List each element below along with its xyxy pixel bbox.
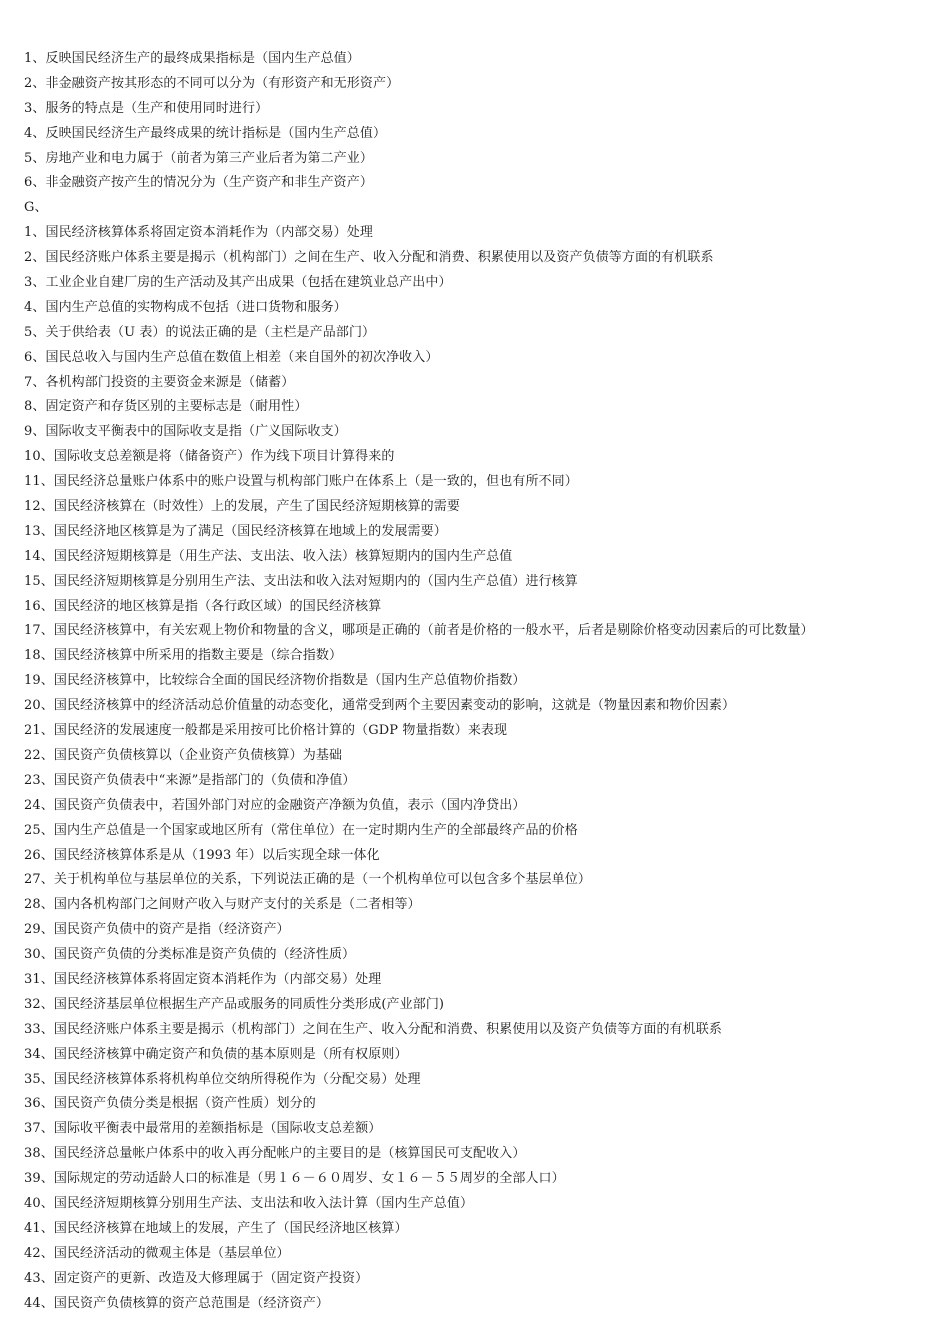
question-line: 33、国民经济账户体系主要是揭示（机构部门）之间在生产、收入分配和消费、积累使用以及资产负债等方面的有机联系: [24, 1021, 722, 1037]
question-line: 20、国民经济核算中的经济活动总价值量的动态变化，通常受到两个主要因素变动的影响，这就是（物量因素和物价因素）: [24, 698, 736, 714]
question-line: 12、国民经济核算在（时效性）上的发展，产生了国民经济短期核算的需要: [24, 499, 460, 515]
question-line: 13、国民经济地区核算是为了满足（国民经济核算在地域上的发展需要）: [24, 523, 447, 539]
question-line: 5、关于供给表（U 表）的说法正确的是（主栏是产品部门）: [24, 324, 376, 340]
question-line: 37、国际收平衡表中最常用的差额指标是（国际收支总差额）: [24, 1121, 382, 1137]
question-line: 25、国内生产总值是一个国家或地区所有（常住单位）在一定时期内生产的全部最终产品的价格: [24, 822, 578, 838]
question-line: 27、关于机构单位与基层单位的关系，下列说法正确的是（一个机构单位可以包含多个基层单位）: [24, 872, 591, 888]
question-line: 43、固定资产的更新、改造及大修理属于（固定资产投资）: [24, 1270, 369, 1286]
question-line: G、: [24, 200, 48, 216]
question-line: 2、国民经济账户体系主要是揭示（机构部门）之间在生产、收入分配和消费、积累使用以及资产负债等方面的有机联系: [24, 250, 714, 266]
question-line: 30、国民资产负债的分类标准是资产负债的（经济性质）: [24, 947, 356, 963]
question-line: 4、国内生产总值的实物构成不包括（进口货物和服务）: [24, 299, 347, 315]
question-line: 1、反映国民经济生产的最终成果指标是（国内生产总值）: [24, 51, 360, 66]
question-line: 29、国民资产负债中的资产是指（经济资产）: [24, 922, 290, 938]
question-line: 15、国民经济短期核算是分别用生产法、支出法和收入法对短期内的（国内生产总值）进行核算: [24, 573, 578, 589]
question-line: 14、国民经济短期核算是（用生产法、支出法、收入法）核算短期内的国内生产总值: [24, 548, 513, 564]
question-line: 24、国民资产负债表中，若国外部门对应的金融资产净额为负值，表示（国内净贷出）: [24, 797, 526, 813]
question-line: 23、国民资产负债表中“来源”是指部门的（负债和净值）: [24, 772, 356, 788]
question-line: 3、服务的特点是（生产和使用同时进行）: [24, 100, 269, 116]
question-line: 34、国民经济核算中确定资产和负债的基本原则是（所有权原则）: [24, 1046, 408, 1062]
question-line: 38、国民经济总量帐户体系中的收入再分配帐户的主要目的是（核算国民可支配收入）: [24, 1146, 526, 1162]
question-line: 1、国民经济核算体系将固定资本消耗作为（内部交易）处理: [24, 225, 373, 241]
question-line: 5、房地产业和电力属于（前者为第三产业后者为第二产业）: [24, 150, 373, 166]
question-list: [24, 47, 934, 1316]
question-line: 35、国民经济核算体系将机构单位交纳所得税作为（分配交易）处理: [24, 1071, 421, 1087]
question-line: 36、国民资产负债分类是根据（资产性质）划分的: [24, 1096, 316, 1112]
question-line: 32、国民经济基层单位根据生产产品或服务的同质性分类形成(产业部门): [24, 996, 445, 1012]
question-line: 28、国内各机构部门之间财产收入与财产支付的关系是（二者相等）: [24, 897, 421, 913]
question-line: 19、国民经济核算中，比较综合全面的国民经济物价指数是（国内生产总值物价指数）: [24, 673, 526, 689]
question-line: 18、国民经济核算中所采用的指数主要是（综合指数）: [24, 648, 343, 664]
question-line: 40、国民经济短期核算分别用生产法、支出法和收入法计算（国内生产总值）: [24, 1195, 474, 1211]
question-line: 7、各机构部门投资的主要资金来源是（储蓄）: [24, 374, 295, 390]
question-line: 2、非金融资产按其形态的不同可以分为（有形资产和无形资产）: [24, 75, 400, 91]
question-line: 3、工业企业自建厂房的生产活动及其产出成果（包括在建筑业总产出中）: [24, 275, 452, 291]
question-line: 8、固定资产和存货区别的主要标志是（耐用性）: [24, 399, 308, 415]
question-line: 17、国民经济核算中，有关宏观上物价和物量的含义，哪项是正确的（前者是价格的一般水平，后者是剔除价格变动因素后的可比数量）: [24, 623, 814, 639]
question-line: 41、国民经济核算在地域上的发展，产生了（国民经济地区核算）: [24, 1220, 408, 1236]
question-line: 10、国际收支总差额是将（储备资产）作为线下项目计算得来的: [24, 449, 395, 465]
question-line: 16、国民经济的地区核算是指（各行政区域）的国民经济核算: [24, 598, 382, 614]
question-line: 4、反映国民经济生产最终成果的统计指标是（国内生产总值）: [24, 125, 387, 141]
question-line: 6、国民总收入与国内生产总值在数值上相差（来自国外的初次净收入）: [24, 349, 439, 365]
question-line: 22、国民资产负债核算以（企业资产负债核算）为基础: [24, 747, 343, 763]
question-line: 42、国民经济活动的微观主体是（基层单位）: [24, 1245, 290, 1261]
question-line: 44、国民资产负债核算的资产总范围是（经济资产）: [24, 1295, 329, 1311]
question-line: 31、国民经济核算体系将固定资本消耗作为（内部交易）处理: [24, 971, 382, 987]
question-line: 26、国民经济核算体系是从（1993 年）以后实现全球一体化: [24, 847, 380, 863]
question-line: 6、非金融资产按产生的情况分为（生产资产和非生产资产）: [24, 175, 373, 191]
question-line: 21、国民经济的发展速度一般都是采用按可比价格计算的（GDP 物量指数）来表现: [24, 723, 508, 739]
question-line: 39、国际规定的劳动适龄人口的标准是（男１６－６０周岁、女１６－５５周岁的全部人口）: [24, 1171, 565, 1187]
question-line: 9、国际收支平衡表中的国际收支是指（广义国际收支）: [24, 424, 347, 440]
question-line: 11、国民经济总量账户体系中的账户设置与机构部门账户在体系上（是一致的，但也有所不同）: [24, 474, 578, 490]
